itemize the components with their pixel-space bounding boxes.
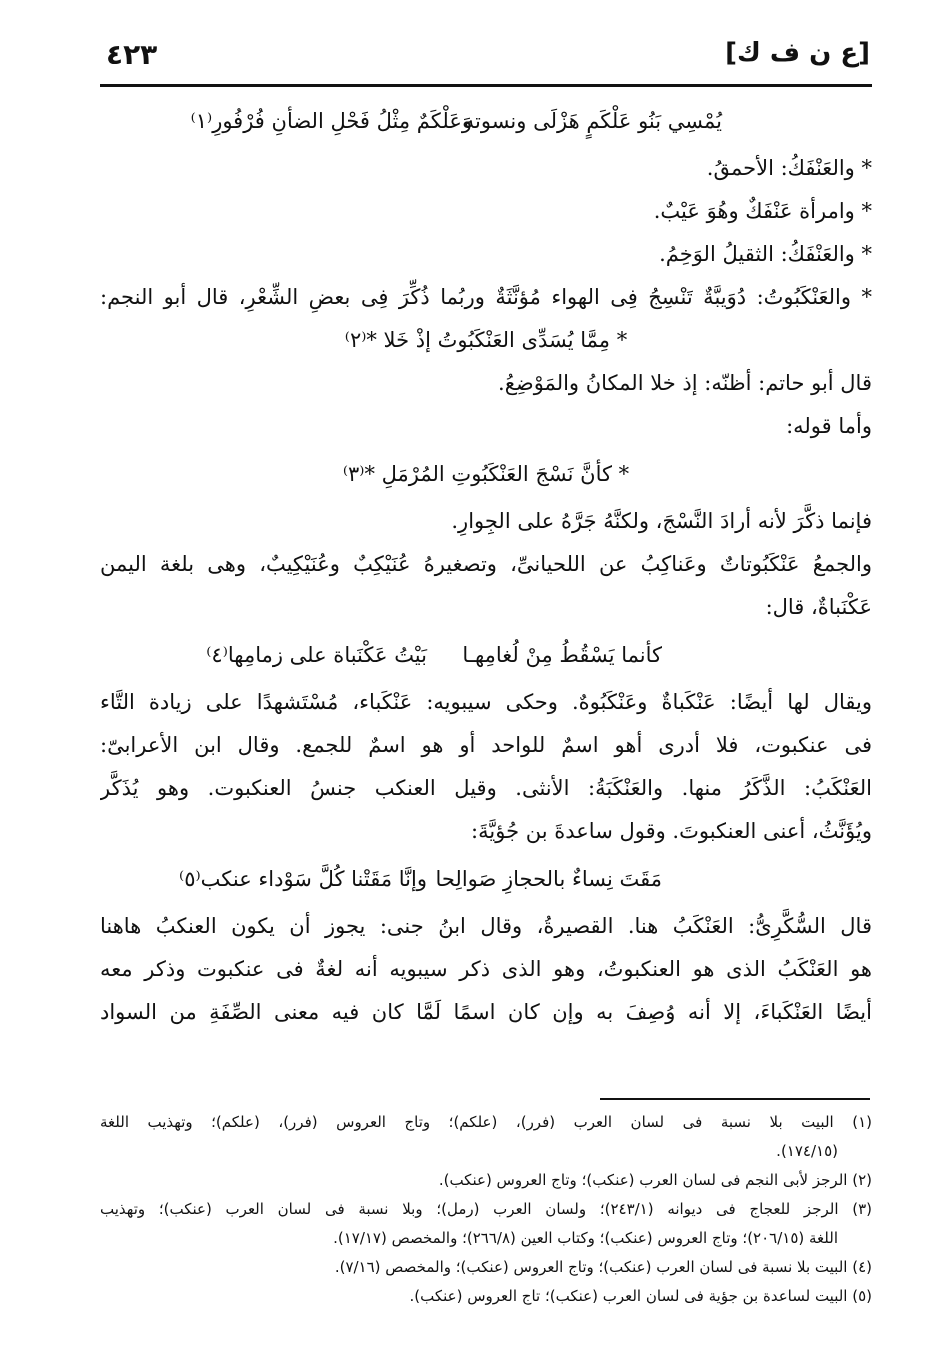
verse-2 <box>100 629 872 681</box>
footnote-1-continuation: (١٧٤/١٥). <box>776 1142 838 1160</box>
verse-1-hemistich-2: وَعَلْكَمٌ مِثْلُ فَحْلِ الضأنِ فُرْفُورِ⁽١⁾ <box>190 109 472 133</box>
footnote-1: (١) البيت بلا نسبة فى لسان العرب (فرر)، (علكم)؛ وتاج العروس (فرر)، (علكم)؛ وتهذيب اللغة <box>100 1113 872 1131</box>
explanation-jiwar: فإنما ذكَّرَ لأنه أرادَ النَّسْجَ، ولكنَّهُ جَرَّهُ على الجِوارِ. <box>451 509 872 533</box>
entry-heavy: * والعَنْفَكُ: الثقيلُ الوَخِمُ. <box>659 242 872 266</box>
footnote-separator <box>600 1098 870 1100</box>
footnote-3-continuation: اللغة (٢٠٦/١٥)؛ وتاج العروس (عنكب)؛ وكتاب العين (٢٦٦/٨)؛ والمخصص (١٧/١٧). <box>333 1229 838 1247</box>
paragraph-line: هو العَنْكَبُ الذى هو العنكبوتُ، وهو الذى ذكر سيبويه أنه لغةٌ فى عنكبوت وذكر معه <box>100 957 872 981</box>
entry-ahmaq: * والعَنْفَكُ: الأحمقُ. <box>706 156 872 180</box>
footnote-5: (٥) البيت لساعدة بن جؤية فى لسان العرب (عنكب)؛ تاج العروس (عنكب). <box>409 1287 872 1305</box>
rajaz-abu-najm: * مِمَّا يُسَدِّى العَنْكَبُوتُ إذْ خَلا *⁽٢⁾ <box>344 328 628 352</box>
footnotes <box>100 1108 872 1311</box>
verse-3-hemistich-2: وإنَّا مَقَتْنا كُلَّ سَوْداء عنكب⁽٥⁾ <box>179 867 427 891</box>
header-divider <box>100 84 872 87</box>
qawluhu-intro: وأما قوله: <box>786 414 872 438</box>
main-text <box>100 95 872 1034</box>
verse-3-hemistich-1: مَقَتَ نِساءٌ بالحجازِ صَوالِحا <box>435 867 662 891</box>
abu-hatim-note: قال أبو حاتم: أظنّه: إذ خلا المكانُ والمَوْضِعُ. <box>498 371 872 395</box>
entry-spider-line-1: * والعَنْكَبُوتُ: دُوَيبَّةٌ تَنْسِجُ فِى الهواء مُؤنَّثَةٌ وربُما ذُكِّرَ فِى بعضِ الشِّعْرِ، قال أبو النجم: <box>100 285 872 309</box>
root-letters-tag: [ع ن ف ك] <box>725 38 870 68</box>
paragraph-line: قال السُّكَّرِىُّ: العَنْكَبُ هنا. القصيرةُ، وقال ابنُ جنى: يجوز أن يكون العنكبُ هاهنا <box>100 914 872 938</box>
verse-1 <box>100 95 872 147</box>
verse-3 <box>100 853 872 905</box>
paragraph-line: فى عنكبوت، فلا أدرى أهو اسمٌ للواحد أو هو اسمٌ للجمع. وقال ابن الأعرابىّ: <box>100 733 872 757</box>
paragraph-line: أيضًا العَنْكَباءَ، إلا أنه وُصِفَ به وإن كان اسمًا لَمَّا كان فيه معنى الصِّفَةِ من السواد <box>100 1000 872 1024</box>
verse-2-hemistich-2: بَيْتُ عَكْنَباة على زمامِها⁽٤⁾ <box>206 643 427 667</box>
paragraph-line: ويُؤَنَّثُ، أعنى العنكبوتَ. وقول ساعدةَ بن جُؤيَّةَ: <box>471 819 872 843</box>
paragraph-line: العَنْكَبُ: الذَّكَرُ منها. والعَنْكَبَةُ: الأنثى. وقيل العنكب جنسُ العنكبوت. وهو يُذَكَّر <box>100 776 872 800</box>
plural-line-1: والجمعُ عَنْكَبُوتاتٌ وعَناكِبُ عن اللحيانىِّ، وتصغيرهُ عُنَيْكِبٌ وعُنَيْكِيبٌ، وهى بلغة اليمن <box>100 552 872 576</box>
footnote-3: (٣) الرجز للعجاج فى ديوانه (٢٤٣/١)؛ ولسان العرب (رمل)؛ وبلا نسبة فى لسان العرب (عنكب)؛ وتهذيب <box>100 1200 872 1218</box>
entry-woman: * وامرأة عَنْفَكٌ وهُوَ عَيْبٌ. <box>653 199 872 223</box>
page-header <box>100 38 870 82</box>
plural-line-2: عَكْنَباةٌ، قال: <box>765 595 872 619</box>
page-number: ٤٢٣ <box>106 38 158 71</box>
verse-2-hemistich-1: كأنما يَسْقُطُ مِنْ لُغامِهـا <box>462 643 662 667</box>
paragraph-line: ويقال لها أيضًا: عَنْكَباةٌ وعَنْكَبُوهٌ. وحكى سيبويه: عَنْكَباء، مُسْتَشهدًا على زيادة التَّاء <box>100 690 872 714</box>
rajaz-ajjaj: * كأنَّ نَسْجَ العَنْكَبُوتِ المُرْمَلِ *⁽٣⁾ <box>342 462 630 486</box>
footnote-2: (٢) الرجز لأبى النجم فى لسان العرب (عنكب)؛ وتاج العروس (عنكب). <box>438 1171 872 1189</box>
footnote-4: (٤) البيت بلا نسبة فى لسان العرب (عنكب)؛ وتاج العروس (عنكب)؛ والمخصص (٧/١٦). <box>334 1258 872 1276</box>
verse-1-hemistich-1: يُمْسِي بَنُو عَلْكَمٍ هَزْلَى ونسوته <box>463 109 722 133</box>
